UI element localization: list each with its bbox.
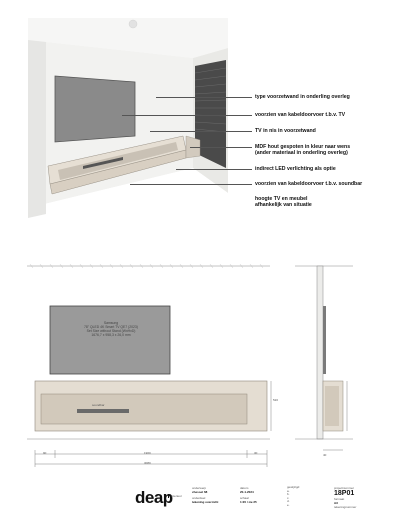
revision-e: e. bbox=[287, 502, 290, 507]
callout-mdf: MDF hout gespoten in kleur naar wens bbox=[255, 144, 351, 150]
drawing-number-label: tekeningnummer bbox=[334, 505, 357, 509]
project-number: 18P01 bbox=[334, 490, 355, 497]
callout-wall-type: type voorzetwand in onderling overleg bbox=[255, 94, 350, 100]
callout-height-note: afhankelijk van situatie bbox=[255, 202, 312, 208]
callout-led: indirect LED verlichting als optie bbox=[255, 166, 336, 172]
soundbar-label: soundbar bbox=[92, 403, 105, 407]
title-col-date bbox=[240, 486, 257, 504]
date-label: datum bbox=[240, 486, 249, 490]
revisions-label: gewijzigd bbox=[287, 485, 300, 489]
part-label: onderdeel bbox=[192, 496, 206, 500]
tv-size-caption: Set Size without Stand (WxHxD) bbox=[86, 329, 136, 333]
date-value: 20-1-2024 bbox=[240, 490, 254, 494]
dim-right: 30 bbox=[254, 451, 258, 455]
brand-logo: deap bbox=[135, 488, 173, 507]
leader-line bbox=[150, 131, 252, 132]
format-label: formaat bbox=[334, 497, 345, 501]
side-section bbox=[295, 262, 355, 472]
tv-spec-label bbox=[52, 321, 170, 337]
dim-left: 90 bbox=[43, 451, 47, 455]
title-col-revisions bbox=[287, 486, 299, 508]
tv-size-value: 1676,7 x 958,3 x 26,0 mm bbox=[91, 333, 131, 337]
revision-c: c. bbox=[287, 495, 290, 500]
callout-mdf-alt: (ander materiaal in onderling overleg) bbox=[255, 150, 348, 156]
callout-tv-niche: TV in nis in voorzetwand bbox=[255, 128, 316, 134]
callout-cable-tv: voorzien van kabeldoorvoer t.b.v. TV bbox=[255, 112, 346, 118]
leader-line bbox=[176, 169, 252, 170]
scale-label: schaal bbox=[240, 496, 249, 500]
dim-total: 3080 bbox=[144, 461, 151, 465]
dim-depth: 40 bbox=[323, 453, 327, 457]
leader-line bbox=[130, 184, 252, 185]
revision-a: a. bbox=[287, 488, 290, 493]
title-col-project bbox=[334, 486, 356, 509]
tv-brand: Samsung bbox=[103, 321, 119, 325]
title-col-subject bbox=[192, 486, 218, 504]
revision-d: d. bbox=[287, 499, 290, 504]
brand-sub: interieur bbox=[168, 494, 182, 498]
dim-center: 1960 bbox=[144, 451, 151, 455]
leader-line bbox=[122, 115, 252, 116]
render-illustration bbox=[28, 18, 228, 236]
subject-label: onderwerp bbox=[192, 486, 207, 490]
revision-b: b. bbox=[287, 492, 290, 497]
tv-model: 78" QLED 4K Smart TV QE7 (2023) bbox=[84, 325, 138, 329]
callout-height: hoogte TV en meubel bbox=[255, 196, 308, 202]
callout-cable-soundbar: voorzien van kabeldoorvoer t.b.v. soundbar bbox=[255, 181, 363, 187]
format-value: A3 bbox=[334, 501, 338, 505]
interior-render bbox=[28, 18, 228, 236]
dim-cabinet-height: 520 bbox=[273, 398, 279, 402]
front-elevation bbox=[25, 262, 275, 472]
leader-line bbox=[156, 97, 252, 98]
project-number-label: projectnummer bbox=[334, 486, 355, 490]
leader-line bbox=[190, 147, 252, 148]
subject-value: chesset 68 bbox=[192, 490, 208, 494]
part-value: tekening overzicht bbox=[192, 500, 219, 504]
scale-value: 1:20 / zie 25 bbox=[240, 500, 257, 504]
